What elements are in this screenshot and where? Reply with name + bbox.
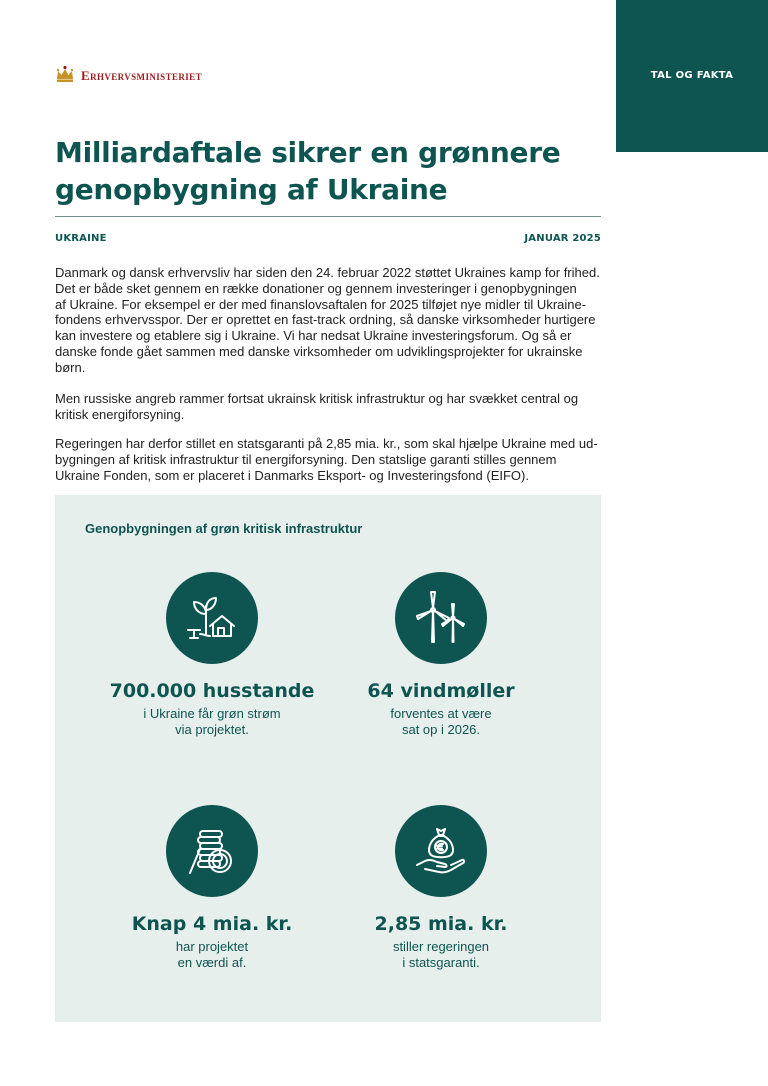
stat-households — [92, 572, 332, 738]
text-line: danske fonde gået sammen med danske virksomheder om udviklingsprojekter for ukrainske — [55, 343, 583, 359]
coin-stack-icon — [166, 805, 258, 897]
text-line: kan investere og etablere sig i Ukraine. Vi har nedsat Ukraine investeringsforum. Og så er — [55, 328, 572, 344]
wind-turbines-icon — [395, 572, 487, 664]
stat-desc-line: via projektet. — [175, 722, 249, 737]
stat-value: 64 vindmøller — [367, 680, 515, 702]
logo-text: Erhvervsministeriet — [81, 68, 202, 83]
stat-desc-line: sat op i 2026. — [401, 722, 481, 737]
date-label: JANUAR 2025 — [524, 233, 601, 244]
page-title — [55, 134, 615, 208]
stat-project-value — [92, 805, 332, 971]
stat-state-guarantee — [321, 805, 561, 971]
stat-value: Knap 4 mia. kr. — [131, 913, 293, 935]
stat-desc-line: en værdi af. — [177, 955, 247, 970]
infobox-heading: Genopbygningen af grøn kritisk infrastruktur — [85, 521, 363, 536]
text-line: kritisk energiforsyning. — [55, 406, 185, 422]
stat-description — [92, 939, 332, 971]
body-paragraph-2 — [55, 391, 603, 423]
ministry-logo — [55, 66, 202, 86]
title-divider — [55, 216, 601, 217]
text-line: Det er både sket gennem en række donationer og gennem investeringer i genopbygningen — [55, 280, 577, 296]
text-line: Ukraine Fonden, som er placeret i Danmarks Eksport- og Investeringsfond (EIFO). — [55, 467, 529, 483]
stat-desc-line: i statsgaranti. — [402, 955, 480, 970]
document-tag: TAL OG FAKTA — [650, 70, 734, 81]
stat-desc-line: har projektet — [175, 939, 249, 954]
stat-wind-turbines — [321, 572, 561, 738]
text-line: af Ukraine. For eksempel er der med finanslovsaftalen for 2025 tilføjet nye midler til Ukraine- — [55, 296, 587, 312]
stat-value: 2,85 mia. kr. — [374, 913, 508, 935]
text-line: Danmark og dansk erhvervsliv har siden den 24. februar 2022 støttet Ukraines kamp for frihed. — [55, 265, 600, 280]
text-line: børn. — [55, 359, 86, 375]
title-line-2: genopbygning af Ukraine — [55, 173, 448, 206]
stat-desc-line: i Ukraine får grøn strøm — [143, 706, 281, 721]
stat-desc-line: forventes at være — [390, 706, 492, 721]
document-tag-box — [616, 0, 768, 152]
facts-infobox — [55, 495, 601, 1022]
crown-icon — [55, 65, 75, 88]
body-paragraph-1 — [55, 265, 603, 376]
topic-label: UKRAINE — [55, 233, 107, 244]
text-line: bygningen af kritisk infrastruktur til energiforsyning. Den statslige garanti stilles gennem — [55, 451, 557, 467]
text-line: Men russiske angreb rammer fortsat ukrainsk kritisk infrastruktur og har svækket central og — [55, 391, 579, 406]
stat-description — [92, 706, 332, 738]
stat-description — [321, 706, 561, 738]
text-line: Regeringen har derfor stillet en statsgaranti på 2,85 mia. kr., som skal hjælpe Ukraine med ud- — [55, 436, 598, 451]
house-plant-plug-icon — [166, 572, 258, 664]
title-line-1: Milliardaftale sikrer en grønnere — [55, 136, 561, 169]
body-paragraph-3 — [55, 436, 603, 483]
stat-value: 700.000 husstande — [109, 680, 315, 702]
stat-desc-line: stiller regeringen — [392, 939, 490, 954]
stat-description — [321, 939, 561, 971]
hand-money-bag-icon — [395, 805, 487, 897]
text-line: fondens erhvervsspor. Der er oprettet en fast-track ordning, så danske virksomheder hurtigere — [55, 312, 596, 328]
